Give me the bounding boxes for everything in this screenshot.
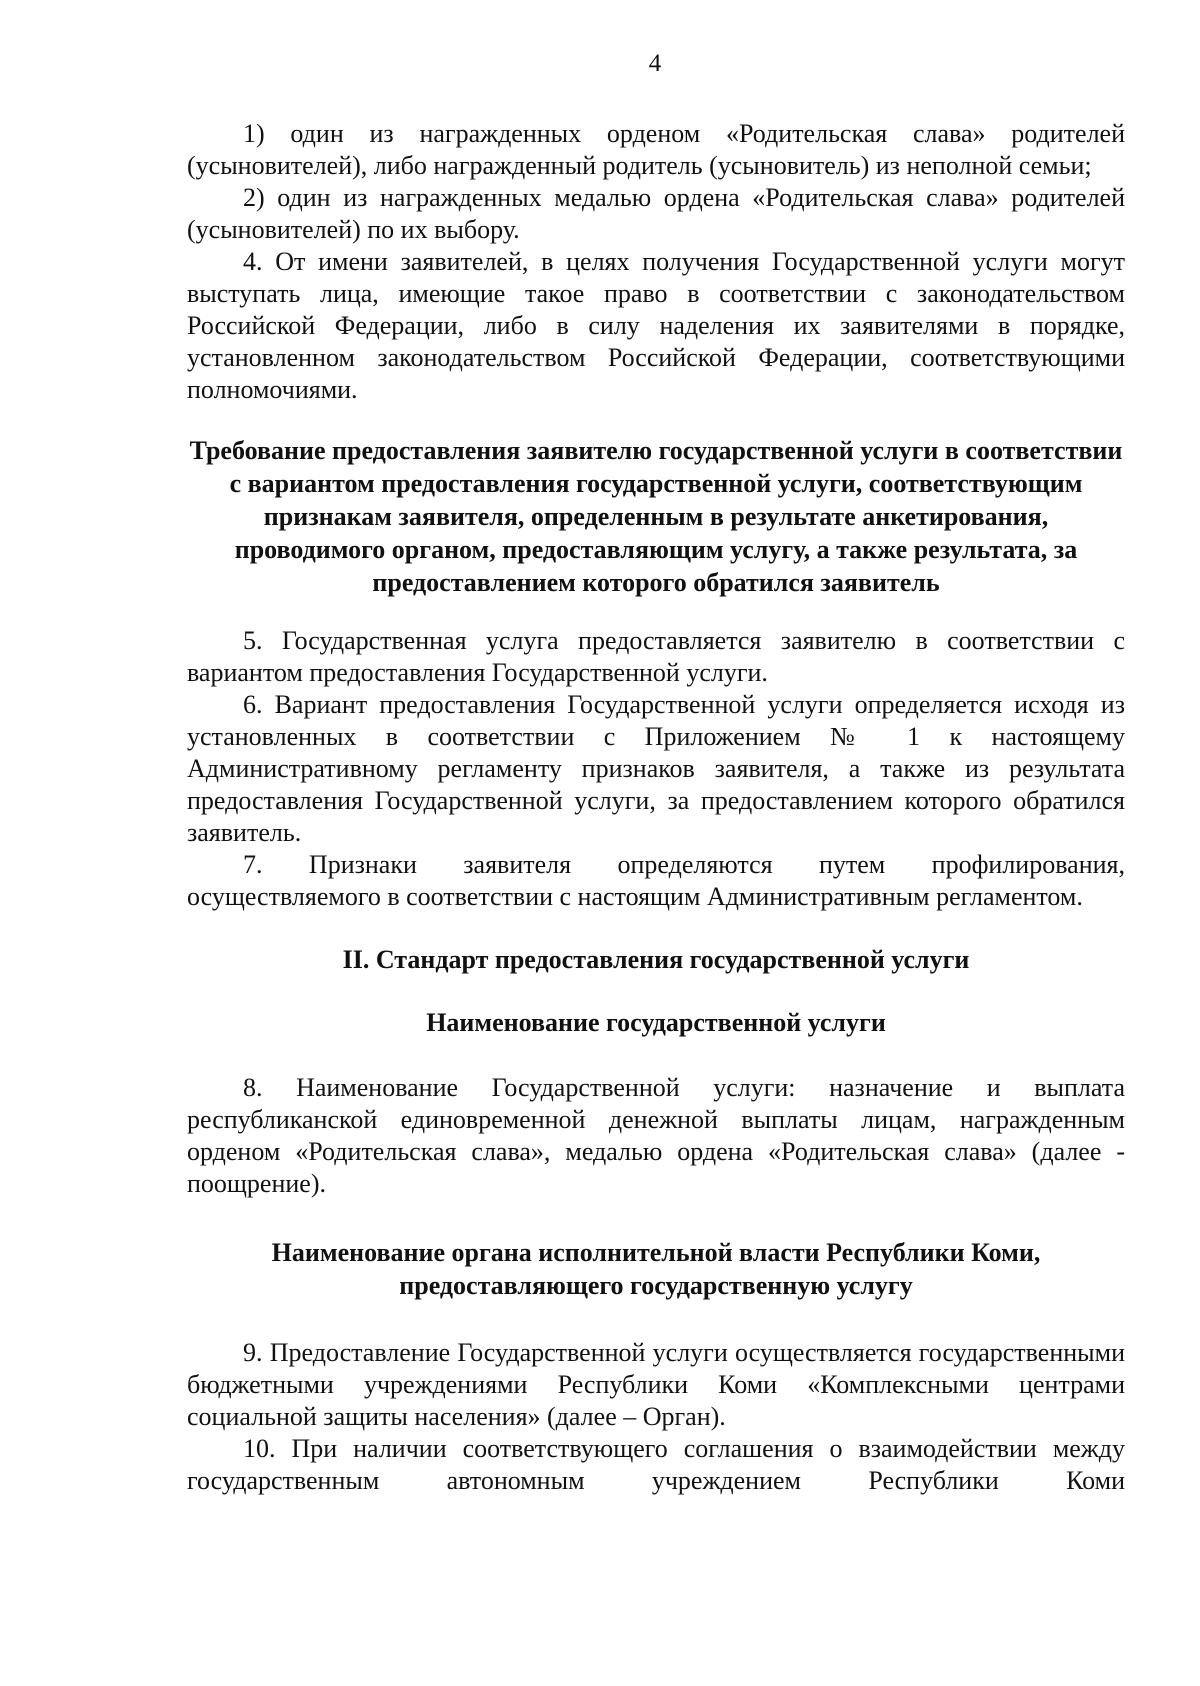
- paragraph-9: 9. Предоставление Государственной услуги осуществляется государственными бюджетными учреждениями Республики Коми «Комплексными центрами социальной защиты населения» (далее – Орган).: [187, 1338, 1125, 1431]
- paragraph-10: 10. При наличии соответствующего соглашения о взаимодействии между государственным автономным учреждением Республики Коми: [187, 1434, 1125, 1495]
- heading-requirement: Требование предоставления заявителю государственной услуги в соответствии с вариантом предоставления государственной услуги, соответствующим признакам заявителя, определенным в результате анкетирования, проводимого органом, предоставляющим услугу, а также результата, за предоставлением которого обратился заявитель: [189, 436, 1123, 597]
- paragraph-7: 7. Признаки заявителя определяются путем профилирования, осуществляемого в соответствии с настоящим Административным регламентом.: [187, 850, 1125, 911]
- paragraph-item-1: 1) один из награжденных орденом «Родительская слава» родителей (усыновителей), либо награжденный родитель (усыновитель) из неполной семьи;: [187, 119, 1125, 180]
- subheading-service-name: Наименование государственной услуги: [426, 1008, 886, 1037]
- paragraph-item-2: 2) один из награжденных медалью ордена «Родительская слава» родителей (усыновителей) по их выбору.: [187, 183, 1125, 244]
- document-body: [187, 118, 1125, 1497]
- section-heading-standard: II. Стандарт предоставления государственной услуги: [342, 945, 970, 974]
- page-number: 4: [648, 50, 662, 77]
- subheading-authority-name: Наименование органа исполнительной власти Республики Коми, предоставляющего государственную услугу: [271, 1238, 1041, 1300]
- paragraph-4: 4. От имени заявителей, в целях получения Государственной услуги могут выступать лица, имеющие такое право в соответствии с законодательством Российской Федерации, либо в силу наделения их заявителями в порядке, установленном законодательством Российской Федерации, соответствующими полномочиями.: [187, 247, 1125, 404]
- paragraph-8: 8. Наименование Государственной услуги: назначение и выплата республиканской единовременной денежной выплаты лицам, награжденным орденом «Родительская слава», медалью ордена «Родительская слава» (далее - поощрение).: [187, 1073, 1125, 1198]
- paragraph-5: 5. Государственная услуга предоставляется заявителю в соответствии с вариантом предоставления Государственной услуги.: [187, 626, 1125, 687]
- paragraph-6: 6. Вариант предоставления Государственной услуги определяется исходя из установленных в соответствии с Приложением № 1 к настоящему Административному регламенту признаков заявителя, а также из результата предоставления Государственной услуги, за предоставлением которого обратился заявитель.: [187, 690, 1125, 847]
